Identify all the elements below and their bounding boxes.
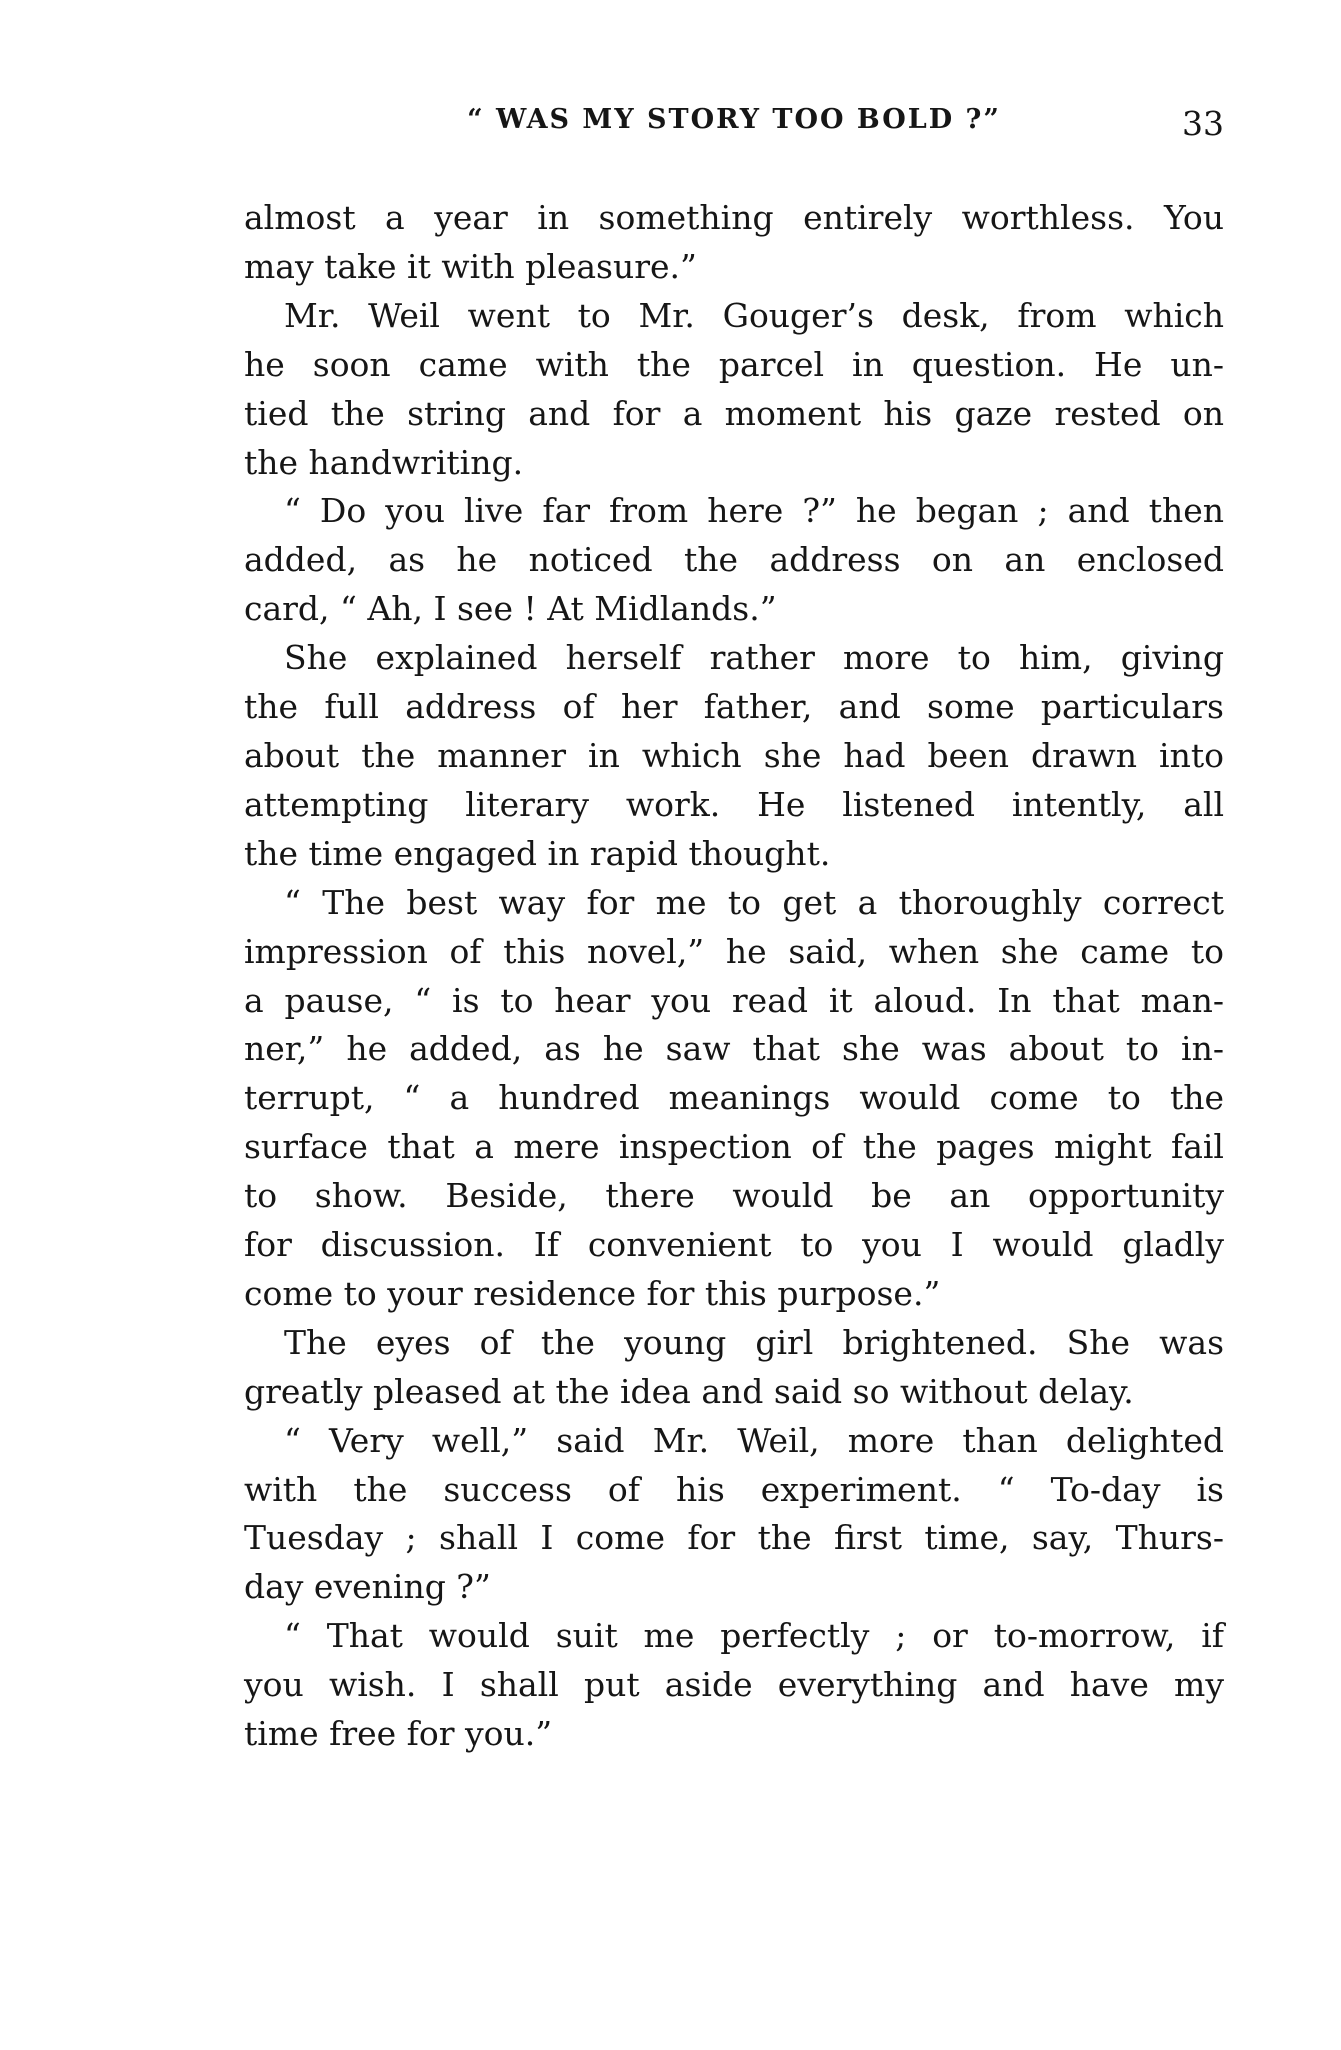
text-line: with the success of his experiment. “ To-day is: [244, 1469, 1224, 1509]
text-line: card, “ Ah, I see ! At Midlands.”: [244, 589, 777, 629]
page-number: 33: [1182, 104, 1224, 143]
text-line: tied the string and for a moment his gaze rested on: [244, 393, 1224, 433]
text-line: to show. Beside, there would be an opportunity: [244, 1176, 1224, 1216]
text-line: Mr. Weil went to Mr. Gouger’s desk, from which: [284, 295, 1224, 335]
text-line: surface that a mere inspection of the pages might fail: [244, 1127, 1224, 1167]
text-line: almost a year in something entirely worthless. You: [244, 198, 1224, 237]
text-line: impression of this novel,” he said, when she came to: [244, 931, 1224, 971]
text-line: a pause, “ is to hear you read it aloud. In that man-: [244, 980, 1224, 1020]
text-line: ner,” he added, as he saw that she was about to in-: [244, 1029, 1224, 1069]
text-line: added, as he noticed the address on an enclosed: [244, 540, 1224, 580]
text-line: “ That would suit me perfectly ; or to-morrow, if: [284, 1616, 1224, 1656]
running-title: “ WAS MY STORY TOO BOLD ?”: [467, 104, 1001, 135]
text-line: Tuesday ; shall I come for the first time, say, Thurs-: [244, 1518, 1224, 1558]
text-line: he soon came with the parcel in question. He un-: [244, 344, 1224, 384]
text-line: attempting literary work. He listened intently, all: [244, 784, 1224, 824]
text-line: about the manner in which she had been drawn into: [244, 735, 1224, 775]
text-line: The eyes of the young girl brightened. She was: [284, 1322, 1224, 1362]
text-line: greatly pleased at the idea and said so without delay.: [244, 1371, 1134, 1411]
text-line: time free for you.”: [244, 1714, 553, 1754]
body-text: [244, 194, 1224, 1759]
text-line: you wish. I shall put aside everything and have my: [244, 1665, 1224, 1705]
text-line: may take it with pleasure.”: [244, 246, 697, 286]
text-line: day evening ?”: [244, 1567, 491, 1607]
text-line: the full address of her father, and some particulars: [244, 687, 1224, 727]
text-line: terrupt, “ a hundred meanings would come to the: [244, 1078, 1224, 1118]
text-line: the handwriting.: [244, 442, 524, 482]
text-line: “ The best way for me to get a thoroughly correct: [284, 882, 1224, 922]
text-line: for discussion. If convenient to you I would gladly: [244, 1225, 1224, 1265]
text-line: the time engaged in rapid thought.: [244, 833, 831, 873]
text-line: “ Very well,” said Mr. Weil, more than delighted: [284, 1420, 1224, 1460]
text-line: She explained herself rather more to him, giving: [284, 638, 1224, 678]
text-line: come to your residence for this purpose.”: [244, 1273, 941, 1313]
text-line: “ Do you live far from here ?” he began ; and then: [284, 491, 1224, 531]
running-head: [244, 104, 1224, 148]
